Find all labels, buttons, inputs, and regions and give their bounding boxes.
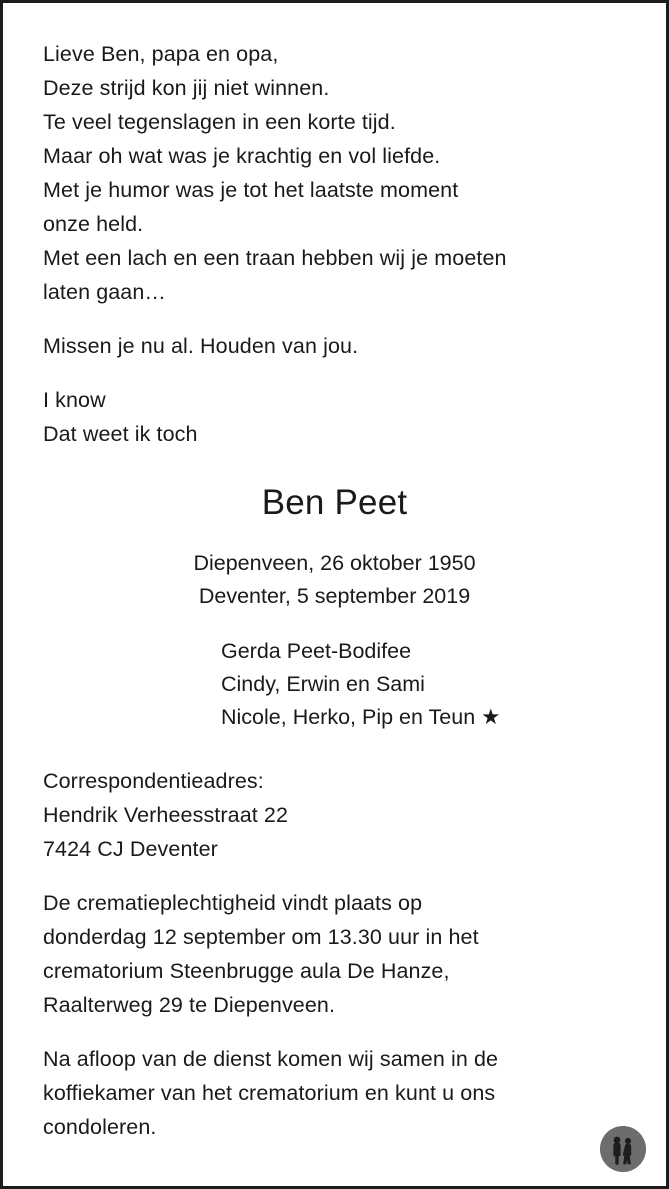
correspondence-address <box>43 764 626 866</box>
spacer <box>43 525 626 547</box>
ceremony-details <box>43 886 626 1022</box>
ceremony-line: donderdag 12 september om 13.30 uur in het <box>43 925 479 949</box>
opening-line: Met je humor was je tot het laatste moment <box>43 178 459 202</box>
mourning-figures-icon <box>600 1126 646 1172</box>
song-line: I know <box>43 388 106 412</box>
address-city: 7424 CJ Deventer <box>43 837 218 861</box>
family-member: Nicole, Herko, Pip en Teun ★ <box>221 705 501 729</box>
spacer <box>43 363 626 383</box>
opening-line: Lieve Ben, papa en opa, <box>43 42 279 66</box>
life-dates <box>43 547 626 613</box>
spacer <box>43 866 626 886</box>
reception-line: koffiekamer van het crematorium en kunt u ons <box>43 1081 496 1105</box>
address-street: Hendrik Verheesstraat 22 <box>43 803 289 827</box>
opening-line: laten gaan… <box>43 280 167 304</box>
ceremony-line: De crematieplechtigheid vindt plaats op <box>43 891 423 915</box>
opening-message <box>43 37 626 309</box>
family-list <box>43 635 626 734</box>
spacer <box>43 734 626 764</box>
ceremony-line: crematorium Steenbrugge aula De Hanze, <box>43 959 450 983</box>
opening-line: Deze strijd kon jij niet winnen. <box>43 76 330 100</box>
reception-details <box>43 1042 626 1144</box>
spacer <box>43 451 626 481</box>
death-date: Deventer, 5 september 2019 <box>198 584 471 608</box>
missing-line: Missen je nu al. Houden van jou. <box>43 334 359 358</box>
spacer <box>43 1022 626 1042</box>
address-label: Correspondentieadres: <box>43 769 264 793</box>
deceased-name: Ben Peet <box>261 483 408 522</box>
song-line: Dat weet ik toch <box>43 422 198 446</box>
birth-date: Diepenveen, 26 oktober 1950 <box>193 551 476 575</box>
opening-line: Met een lach en een traan hebben wij je moeten <box>43 246 507 270</box>
song-quote <box>43 383 626 451</box>
ceremony-line: Raalterweg 29 te Diepenveen. <box>43 993 336 1017</box>
family-member: Cindy, Erwin en Sami <box>221 672 425 696</box>
reception-line: Na afloop van de dienst komen wij samen in de <box>43 1047 499 1071</box>
opening-line: Maar oh wat was je krachtig en vol liefde. <box>43 144 441 168</box>
opening-line: Te veel tegenslagen in een korte tijd. <box>43 110 396 134</box>
missing-message <box>43 329 626 363</box>
spacer <box>43 613 626 635</box>
reception-line: condoleren. <box>43 1115 157 1139</box>
family-member: Gerda Peet-Bodifee <box>221 639 412 663</box>
opening-line: onze held. <box>43 212 144 236</box>
spacer <box>43 309 626 329</box>
